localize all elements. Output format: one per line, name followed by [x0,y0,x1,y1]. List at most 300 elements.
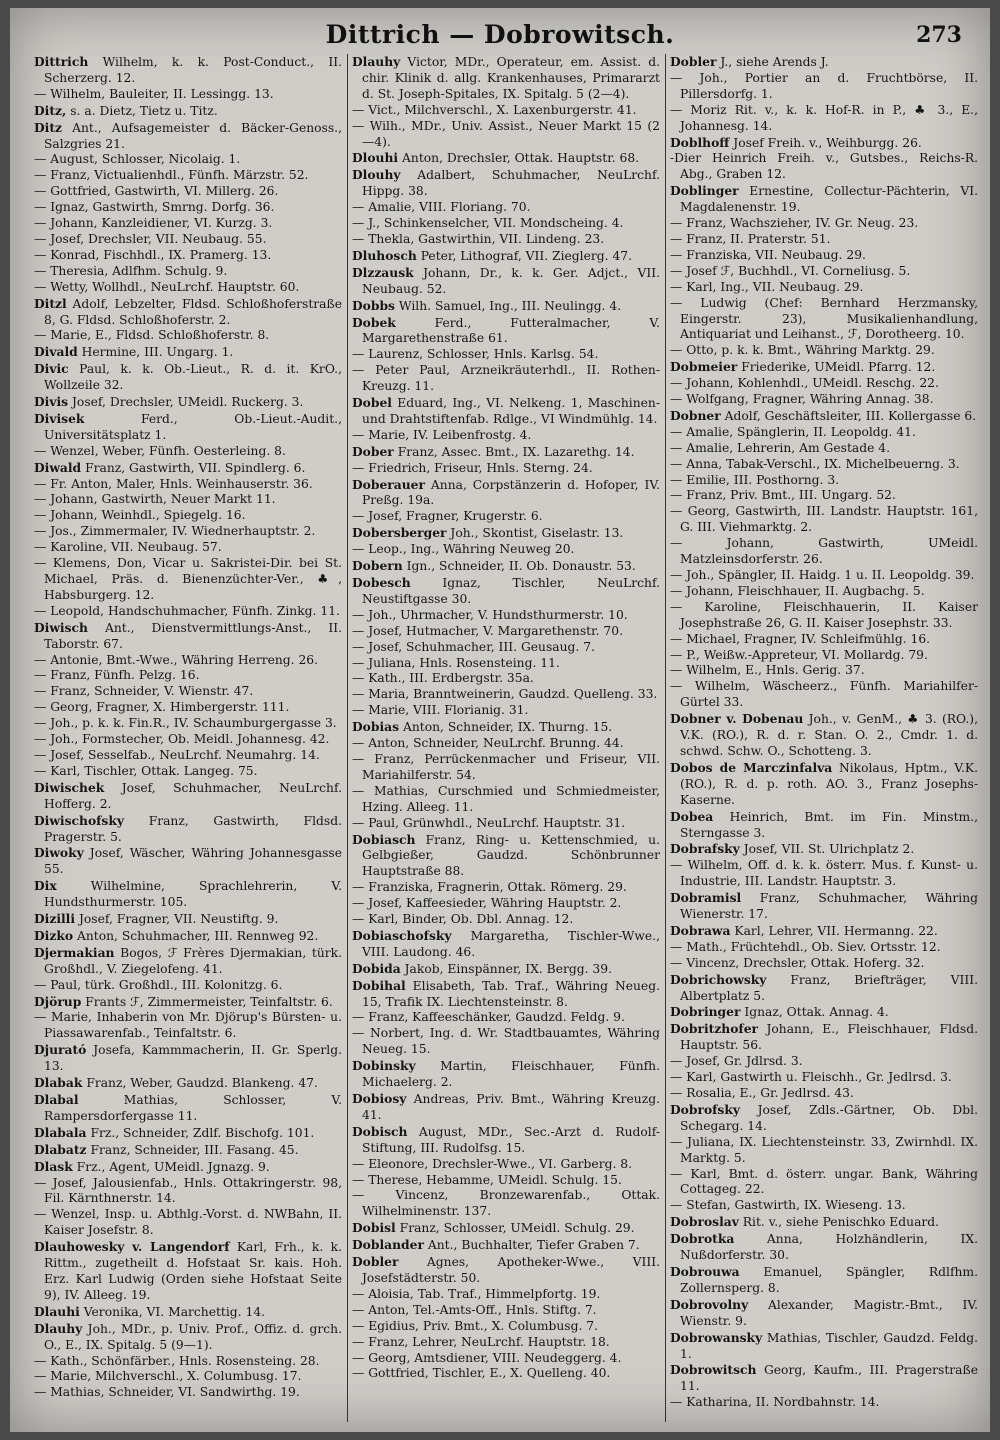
directory-entry [34,878,342,911]
entry-details: — Ludwig (Chef: Bernhard Herzmansky, Eingerstr. 23), Musikalienhandlung, Antiquariat und Leihanst., ℱ, Dorotheerg. 10. [670,295,978,342]
entry-details: — Josef, Kaffeesieder, Währing Hauptstr. 2. [352,896,622,911]
directory-entry [34,1142,342,1159]
entry-details: — Franz, Fünfh. Pelzg. 16. [34,668,200,683]
directory-entry [34,411,342,444]
directory-entry [352,624,660,640]
entry-details: — Franz, Lehrer, NeuLrchf. Hauptstr. 18. [352,1334,610,1349]
entry-details: — Kath., III. Erdbergstr. 35a. [352,671,534,686]
entry-details: — Jos., Zimmermaler, IV. Wiednerhauptstr. 2. [34,524,316,539]
entry-details: — Ignaz, Gastwirth, Smrng. Dorfg. 36. [34,200,275,215]
entry-details: Wilhelm, k. k. Post-Conduct., II. Scherzerg. 12. [44,55,342,85]
directory-entry [352,816,660,832]
entry-surname: Dobrouwa [670,1263,740,1279]
directory-entry [34,1385,342,1401]
entry-details: Ernestine, Collectur-Pächterin, VI. Magdalenenstr. 19. [680,184,978,215]
entry-details: — Klemens, Don, Vicar u. Sakristei-Dir. bei St. Michael, Präs. d. Bienenzüchter-Ver., ♣, Habsburgerg. 12. [34,556,342,602]
entry-details: Heinrich, Bmt. im Fin. Minstm., Sterngasse 3. [680,809,978,840]
directory-entry [34,540,342,556]
directory-entry [34,216,342,232]
entry-details: Franz, Assec. Bmt., IX. Lazarethg. 14. [397,444,635,459]
directory-entry [352,232,660,248]
entry-details: Josef, VII. St. Ulrichplatz 2. [743,842,915,857]
directory-entry [352,912,660,928]
entry-surname: Diwoky [34,845,84,861]
directory-entry [352,928,660,961]
entry-details: Adolf, Lebzelter, Fldsd. Schloßhoferstraße 8, G. Fldsd. Schloßhoferstr. 2. [44,296,342,327]
directory-entry [670,183,978,216]
entry-surname: Djurató [34,1042,87,1058]
directory-entry [34,604,342,620]
entry-details: — Joh., Spängler, II. Haidg. 1 u. II. Leopoldg. 39. [670,568,975,582]
entry-surname: Dlask [34,1158,73,1174]
entry-details: J., siehe Arends J. [720,55,829,69]
directory-entry [670,1135,978,1167]
entry-details: — Karl, Binder, Ob. Dbl. Annag. 12. [352,912,574,927]
directory-entry [670,956,978,972]
entry-details: — Karl, Gastwirth u. Fleischh., Gr. Jedlrsd. 3. [670,1070,952,1085]
entry-surname: Dluhosch [352,247,417,263]
entry-details: — Joh., p. k. k. Fin.R., IV. Schaumburgergasse 3. [34,716,337,731]
entry-details: — Eleonore, Drechsler-Wwe., VI. Garberg. 8. [352,1156,633,1171]
directory-entry [34,1176,342,1208]
entry-details: Ferd., Ob.-Lieut.-Audit., Universitätsplatz 1. [44,411,342,442]
entry-details: — Amalie, VIII. Floriang. 70. [352,200,531,215]
entry-surname: Divic [34,361,69,377]
directory-entry [670,858,978,890]
directory-entry [670,473,978,489]
entry-details: — Johann, Weinhdl., Spiegelg. 16. [34,508,246,523]
directory-entry [352,1351,660,1367]
entry-details: Mathias, Tischler, Gaudzd. Feldg. 1. [680,1330,978,1361]
entry-details: Veronika, VI. Marchettig. 14. [83,1304,266,1319]
entry-surname: Ditzl [34,295,67,311]
entry-details: — Wetty, Wollhdl., NeuLrchf. Hauptstr. 60. [34,279,300,294]
directory-entry [352,736,660,752]
entry-surname: Divis [34,394,69,410]
entry-details: Anton, Schneider, IX. Thurng. 15. [402,720,613,735]
entry-surname: Dobrofsky [670,1101,741,1117]
directory-entry [352,428,660,444]
entry-details: — Wilh., MDr., Univ. Assist., Neuer Markt 15 (2—4). [352,118,660,149]
entry-details: Josef, Fragner, VII. Neustiftg. 9. [78,912,279,927]
directory-entry [670,1330,978,1363]
directory-entry [34,184,342,200]
entry-details: — Paul, türk. Großhdl., III. Kolonitzg. 6. [34,977,283,992]
entry-details: — Josef, Gr. Jdlrsd. 3. [670,1054,803,1069]
entry-surname: Doblinger [670,183,739,199]
directory-entry [352,1173,660,1189]
entry-details: — Fr. Anton, Maler, Hnls. Weinhauserstr. 36. [34,476,313,491]
directory-entry [34,700,342,716]
directory-entry [352,784,660,816]
directory-entry [352,150,660,167]
directory-entry [34,394,342,411]
directory-entry [352,1026,660,1058]
directory-entry [34,328,342,344]
entry-surname: Dobisl [352,1220,396,1236]
entry-details: — Franziska, VII. Neubaug. 29. [670,247,866,262]
entry-details: Anna, Corpstänzerin d. Hofoper, IV. Preßg. 19a. [362,477,660,508]
directory-entry [352,265,660,298]
entry-surname: Dlabak [34,1075,83,1091]
entry-details: Rit. v., siehe Penischko Eduard. [742,1215,940,1230]
directory-entry [352,1058,660,1091]
entry-surname: Dobrawa [670,922,731,938]
entry-details: Anna, Holzhändlerin, IX. Nußdorferstr. 30. [680,1232,978,1263]
entry-details: Ant., Aufsagemeister d. Bäcker-Genoss., Salzgries 21. [44,120,342,151]
entry-details: Joh., MDr., p. Univ. Prof., Offiz. d. grch. O., E., IX. Spitalg. 5 (9—1). [44,1321,342,1352]
directory-entry [34,1075,342,1092]
entry-details: Adolf, Geschäftsleiter, III. Kollergasse 6. [724,408,977,423]
entry-details: — Mathias, Curschmied und Schmiedmeister, Hzing. Alleeg. 11. [352,783,660,814]
entry-surname: Dobramisl [670,890,742,906]
directory-entry [34,653,342,669]
directory-entry [352,167,660,200]
entry-details: Franz, Schuhmacher, Währing Wienerstr. 17. [680,891,978,922]
entry-details: — Josef, Schuhmacher, III. Geusaug. 7. [352,639,595,654]
entry-details: — Josef, Fragner, Krugerstr. 6. [352,509,543,524]
directory-entry [352,1254,660,1287]
entry-details: — Leop., Ing., Währing Neuweg 20. [352,542,575,557]
directory-entry [34,232,342,248]
entry-surname: Doblander [352,1237,424,1253]
directory-entry [352,54,660,103]
directory-entry [670,343,978,359]
entry-details: — Juliana, Hnls. Rosensteing. 11. [352,655,560,670]
directory-entry [352,315,660,348]
directory-entry [670,264,978,280]
entry-details: — Peter Paul, Arzneikräuterhdl., II. Rothen-Kreuzg. 11. [352,363,660,394]
directory-entry [670,536,978,568]
directory-entry [34,296,342,329]
directory-entry [670,1264,978,1297]
entry-details: — Konrad, Fischhdl., IX. Pramerg. 13. [34,247,272,262]
directory-page [10,8,990,1432]
directory-entry [34,928,342,945]
entry-details: — Georg, Gastwirth, III. Landstr. Hauptstr. 161, G. III. Viehmarktg. 2. [670,504,978,535]
entry-details: Friederike, UMeidl. Pfarrg. 12. [741,360,936,375]
directory-entry [34,684,342,700]
entry-surname: Dobmeier [670,359,738,375]
entry-details: Franz, Gastwirth, VII. Spindlerg. 6. [85,460,306,475]
entry-surname: Dobrichowsky [670,971,767,987]
entry-details: — Antonie, Bmt.-Wwe., Währing Herreng. 26. [34,652,319,667]
entry-surname: Dobler [670,54,717,69]
entry-details: — Wenzel, Insp. u. Abthlg.-Vorst. d. NWBahn, II. Kaiser Josefstr. 8. [34,1207,342,1238]
directory-entry [352,752,660,784]
directory-entry [34,1321,342,1354]
directory-entry [352,395,660,428]
entry-details: — Joh., Portier an d. Fruchtbörse, II. Pillersdorfg. 1. [670,70,978,101]
directory-entry [352,880,660,896]
directory-entry [670,408,978,425]
entry-details: — Karl, Ing., VII. Neubaug. 29. [670,279,864,294]
entry-details: — Joh., Uhrmacher, V. Hundsthurmerstr. 10. [352,607,628,622]
entry-details: — Marie, E., Fldsd. Schloßhoferstr. 8. [34,328,270,343]
entry-surname: Dittrich [34,54,89,69]
directory-entry [34,200,342,216]
directory-entry [34,780,342,813]
directory-entry [352,575,660,608]
entry-details: s. a. Dietz, Tietz u. Titz. [70,103,218,118]
entry-surname: Doblhoff [670,134,730,150]
entry-surname: Dobbs [352,297,395,313]
directory-entry [670,425,978,441]
entry-details: — Katharina, II. Nordbahnstr. 14. [670,1395,880,1410]
directory-entry [352,542,660,558]
entry-details: — Emilie, III. Posthorng. 3. [670,472,840,487]
directory-entry [352,200,660,216]
entry-surname: Dobner [670,407,721,423]
entry-surname: Dobida [352,960,401,976]
entry-details: — Franz, Kaffeeschänker, Gaudzd. Feldg. 9. [352,1010,625,1025]
entry-details: — Franz, II. Praterstr. 51. [670,231,831,246]
entry-details: August, MDr., Sec.-Arzt d. Rudolf-Stiftung, III. Rudolfsg. 15. [362,1124,660,1155]
entry-details: — Wilhelm, Bauleiter, II. Lessingg. 13. [34,86,274,101]
entry-details: Paul, k. k. Ob.-Lieut., R. d. it. KrO., Wollzeile 32. [44,362,342,393]
entry-surname: Dobiosy [352,1091,407,1106]
entry-surname: Dobos de Marczinfalva [670,759,833,775]
directory-entry [34,764,342,780]
directory-entry [34,978,342,994]
directory-entry [352,248,660,265]
directory-entry [34,280,342,296]
directory-entry [352,1220,660,1237]
entry-surname: Divald [34,344,78,360]
entry-details: Frz., Schneider, Zdlf. Bischofg. 101. [90,1125,315,1140]
directory-entry [34,1010,342,1042]
entry-surname: Dobrotka [670,1231,735,1247]
directory-entry [352,1188,660,1220]
directory-entry [34,248,342,264]
column-divider [665,54,666,1422]
entry-surname: Dobritzhofer [670,1021,759,1037]
directory-entry [352,216,660,232]
directory-entry [670,151,978,183]
directory-entry [34,444,342,460]
entry-surname: Dobrovolny [670,1296,749,1312]
entry-details: — Wenzel, Weber, Fünfh. Oesterleing. 8. [34,443,286,458]
directory-entry [34,460,342,477]
directory-entry [670,1214,978,1231]
entry-details: — Vict., Milchverschl., X. Laxenburgerstr. 41. [352,102,637,117]
entry-surname: Dobrowansky [670,1329,763,1345]
directory-entry [34,524,342,540]
entry-surname: Diwald [34,459,82,475]
directory-entry [670,504,978,536]
entry-details: Wilhelmine, Sprachlehrerin, V. Hundsthurmerstr. 105. [44,879,342,910]
entry-surname: Djermakian [34,944,115,960]
directory-entry [670,940,978,956]
directory-entry [670,1021,978,1054]
entry-details: Franz, Schneider, III. Fasang. 45. [90,1142,299,1157]
entry-details: — Paul, Grünwhdl., NeuLrchf. Hauptstr. 31. [352,815,626,830]
entry-details: Ant., Buchhalter, Tiefer Graben 7. [427,1238,640,1253]
entry-surname: Diwischek [34,779,105,795]
directory-entry [670,103,978,135]
entry-surname: Divisek [34,410,85,426]
entry-details: — Marie, VIII. Florianig. 31. [352,703,529,718]
directory-entry [670,135,978,152]
directory-entry [670,1362,978,1395]
column-2 [352,54,660,1422]
directory-entry [670,1297,978,1330]
column-1 [34,54,342,1422]
directory-entry [670,1086,978,1102]
entry-details: Adalbert, Schuhmacher, NeuLrchf. Hippg. 38. [362,168,660,199]
entry-surname: Dobler [352,1254,399,1270]
entry-surname: Dobesch [352,575,411,590]
entry-details: — Moriz Rit. v., k. k. Hof-R. in P., ♣ 3., E., Johannesg. 14. [670,102,978,133]
directory-entry [34,87,342,103]
entry-surname: Dobel [352,395,392,411]
entry-surname: Dlouhy [352,167,401,183]
entry-details: — Kath., Schönfärber., Hnls. Rosensteing. 28. [34,1353,320,1368]
directory-entry [670,600,978,632]
directory-entry [352,671,660,687]
directory-entry [670,296,978,344]
entry-details: — Rosalia, E., Gr. Jedlrsd. 43. [670,1086,854,1100]
directory-entry [352,1157,660,1173]
entry-surname: Dlzzausk [352,264,414,280]
entry-surname: Dlabatz [34,1141,87,1157]
entry-details: Georg, Kaufm., III. Pragerstraße 11. [680,1363,978,1394]
entry-surname: Djörup [34,993,82,1009]
entry-details: — Math., Früchtehdl., Ob. Siev. Ortsstr. 12. [670,939,941,954]
directory-entry [670,1231,978,1264]
entry-details: Nikolaus, Hptm., V.K. (RO.), R. d. p. roth. AO. 3., Franz Josephs-Kaserne. [680,760,978,807]
directory-entry [670,441,978,457]
directory-entry [352,1124,660,1157]
directory-entry [34,716,342,732]
directory-entry [670,280,978,296]
directory-entry [670,663,978,679]
entry-surname: Dizko [34,927,74,943]
entry-details: Johann, E., Fleischhauer, Fldsd. Hauptstr. 56. [680,1022,978,1053]
directory-entry [34,1042,342,1075]
entry-details: Josef, Schuhmacher, NeuLrchf. Hofferg. 2. [44,780,342,811]
directory-entry [34,508,342,524]
directory-entry [34,1092,342,1125]
entry-details: Ignaz, Tischler, NeuLrchf. Neustiftgasse 30. [362,576,660,606]
directory-entry [34,556,342,604]
entry-details: Joh., v. GenM., ♣ 3. (RO.), V.K. (RO.), R. d. r. Stan. O. 2., Cmdr. 1. d. schwd. Schw. O., Schotteng. 3. [680,712,978,758]
directory-entry [34,344,342,361]
entry-details: -Dier Heinrich Freih. v., Gutsbes., Reichs-R. Abg., Graben 12. [670,151,978,182]
entry-surname: Dizilli [34,911,76,927]
entry-surname: Dobersberger [352,525,447,541]
directory-entry [670,359,978,376]
entry-surname: Dobroslav [670,1214,739,1230]
directory-entry [34,492,342,508]
entry-surname: Dobek [352,314,396,330]
directory-entry [352,1303,660,1319]
entry-details: Ign., Schneider, II. Ob. Donaustr. 53. [406,559,636,574]
directory-entry [34,911,342,928]
entry-details: — Anna, Tabak-Verschl., IX. Michelbeuerng. 3. [670,456,960,471]
entry-surname: Dlouhi [352,150,399,166]
entry-details: Karl, Lehrer, VII. Hermanng. 22. [734,923,938,938]
entry-details: Frants ℱ, Zimmermeister, Teinfaltstr. 6. [85,994,333,1009]
directory-entry [34,152,342,168]
directory-entry [670,584,978,600]
entry-details: — Johann, Gastwirth, UMeidl. Matzleinsdorferstr. 26. [670,536,978,567]
directory-entry [670,568,978,584]
directory-entry [670,841,978,858]
entry-details: — Laurenz, Schlosser, Hnls. Karlsg. 54. [352,347,599,362]
directory-entry [352,461,660,477]
entry-details: Elisabeth, Tab. Traf., Währing Neueg. 15, Trafik IX. Liechtensteinstr. 8. [362,978,660,1009]
column-3 [670,54,978,1422]
entry-details: — Mathias, Schneider, VI. Sandwirthg. 19. [34,1385,300,1400]
directory-entry [670,648,978,664]
entry-surname: Dobea [670,808,714,824]
directory-entry [352,363,660,395]
entry-surname: Dobrafsky [670,841,740,857]
entry-details: — Gottfried, Gastwirth, VI. Millerg. 26. [34,184,279,199]
entry-surname: Dlauhy [352,54,401,69]
entry-details: Ignaz, Ottak. Annag. 4. [744,1005,889,1020]
entry-details: — J., Schinkenselcher, VII. Mondscheing. 4. [352,216,624,231]
directory-entry [352,961,660,978]
entry-details: — Marie, IV. Leibenfrostg. 4. [352,427,532,442]
entry-details: Ant., Dienstvermittlungs-Anst., II. Taborstr. 67. [44,620,342,651]
directory-entry [34,54,342,87]
directory-entry [670,760,978,809]
entry-details: — Gottfried, Tischler, E., X. Quelleng. 40. [352,1366,611,1381]
directory-entry [670,679,978,711]
entry-surname: Dobner v. Dobenau [670,711,804,727]
entry-details: — Vincenz, Drechsler, Ottak. Hoferg. 32. [670,955,925,970]
entry-details: — Josef, Drechsler, VII. Neubaug. 55. [34,231,267,246]
entry-details: Josef Freih. v., Weihburgg. 26. [733,135,922,150]
entry-details: Josef, Drechsler, UMeidl. Ruckerg. 3. [72,395,304,410]
directory-columns [34,54,978,1422]
directory-entry [352,1010,660,1026]
directory-entry [670,232,978,248]
directory-entry [34,748,342,764]
entry-details: Mathias, Schlosser, V. Rampersdorfergasse 11. [44,1093,342,1123]
entry-details: Alexander, Magistr.-Bmt., IV. Wienstr. 9. [680,1297,978,1328]
directory-entry [34,668,342,684]
entry-details: — Wilhelm, Off. d. k. k. österr. Mus. f. Kunst- u. Industrie, III. Landstr. Hauptstr. 3. [670,858,978,889]
directory-entry [352,1091,660,1124]
entry-details: — Josef, Sesselfab., NeuLrchf. Neumahrg. 14. [34,747,320,762]
directory-entry [34,1239,342,1304]
directory-entry [352,444,660,461]
entry-surname: Dobiasch [352,831,416,847]
directory-entry [352,608,660,624]
entry-details: — Franz, Victualienhdl., Fünfh. Märzstr. 52. [34,168,309,183]
directory-entry [352,832,660,881]
directory-entry [352,509,660,525]
entry-details: — Friedrich, Friseur, Hnls. Sterng. 24. [352,460,593,475]
entry-surname: Dobrowitsch [670,1362,757,1378]
entry-details: Johann, Dr., k. k. Ger. Adjct., VII. Neubaug. 52. [362,265,660,296]
directory-entry [34,1354,342,1370]
directory-entry [352,477,660,510]
entry-details: — Anton, Schneider, NeuLrchf. Brunng. 44. [352,736,624,751]
entry-details: — Karl, Bmt. d. österr. ungar. Bank, Währing Cottageg. 22. [670,1166,978,1197]
directory-entry [352,1335,660,1351]
entry-details: Agnes, Apotheker-Wwe., VIII. Josefstädterstr. 50. [362,1255,660,1285]
entry-surname: Dobinsky [352,1058,416,1074]
directory-entry [352,978,660,1011]
entry-details: — Wilhelm, Wäscheerz., Fünfh. Mariahilfer-Gürtel 33. [670,679,978,710]
directory-entry [34,477,342,493]
entry-details: — Joh., Formstecher, Ob. Meidl. Johannesg. 42. [34,732,330,747]
directory-entry [670,54,978,71]
